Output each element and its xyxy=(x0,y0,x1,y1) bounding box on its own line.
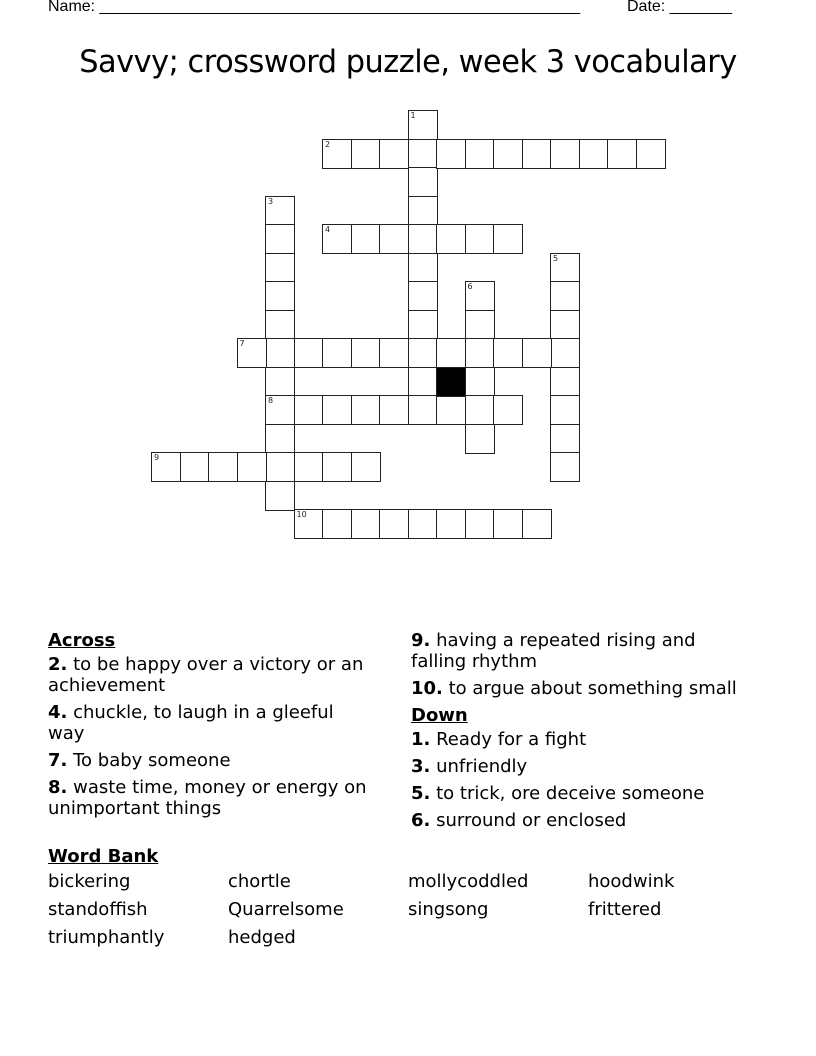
crossword-cell[interactable] xyxy=(322,452,352,482)
word-bank xyxy=(48,846,768,948)
clue-number-label: 7 xyxy=(239,339,245,348)
crossword-cell[interactable] xyxy=(408,509,438,539)
clue-number: 2. xyxy=(48,654,68,675)
word-bank-item: triumphantly xyxy=(48,927,165,948)
crossword-cell[interactable] xyxy=(465,338,495,368)
clue-text: unfriendly xyxy=(430,756,528,777)
clue-text: having a repeated rising and falling rhythm xyxy=(411,630,696,672)
crossword-cell[interactable] xyxy=(408,139,438,169)
crossword-cell[interactable] xyxy=(408,253,438,283)
crossword-cell[interactable] xyxy=(408,367,438,397)
clue-across-2 xyxy=(48,654,368,696)
crossword-cell[interactable] xyxy=(408,395,438,425)
crossword-cell[interactable] xyxy=(322,395,352,425)
crossword-cell[interactable] xyxy=(265,224,295,254)
clue-number-label: 3 xyxy=(268,196,274,206)
word-bank-item: Quarrelsome xyxy=(228,899,344,920)
word-bank-item: standoffish xyxy=(48,899,148,920)
word-bank-item: hoodwink xyxy=(588,871,675,892)
clue-number: 9. xyxy=(411,630,431,651)
clue-number: 8. xyxy=(48,777,68,798)
crossword-cell[interactable] xyxy=(408,224,438,254)
clue-number-label: 8 xyxy=(268,396,274,405)
crossword-cell[interactable] xyxy=(322,224,352,254)
clue-down-1 xyxy=(411,729,731,750)
word-bank-list xyxy=(48,871,768,948)
crossword-cell[interactable] xyxy=(322,338,352,368)
crossword-cell[interactable] xyxy=(151,452,181,482)
clue-number-label: 9 xyxy=(154,453,160,462)
crossword-cell[interactable] xyxy=(351,224,381,254)
clue-across-10 xyxy=(411,678,771,699)
crossword-cell[interactable] xyxy=(607,139,637,169)
crossword-cell[interactable] xyxy=(408,281,438,311)
clue-text: surround or enclosed xyxy=(430,810,627,831)
crossword-cell[interactable] xyxy=(265,338,295,368)
clue-number-label: 10 xyxy=(296,510,307,519)
crossword-cell[interactable] xyxy=(265,253,295,283)
clue-down-5 xyxy=(411,783,731,804)
clue-number: 3. xyxy=(411,756,431,777)
clue-number: 4. xyxy=(48,702,68,723)
crossword-cell[interactable] xyxy=(294,395,324,425)
clue-number: 7. xyxy=(48,750,68,771)
crossword-cell[interactable] xyxy=(208,452,238,482)
crossword-cell[interactable] xyxy=(180,452,210,482)
crossword-cell[interactable] xyxy=(294,509,324,539)
crossword-cell[interactable] xyxy=(436,224,466,254)
crossword-cell[interactable] xyxy=(265,281,295,311)
clue-text: to trick, ore deceive someone xyxy=(430,783,705,804)
clue-number: 1. xyxy=(411,729,431,750)
crossword-cell[interactable] xyxy=(237,452,267,482)
crossword-cell[interactable] xyxy=(493,224,523,254)
word-bank-heading: Word Bank xyxy=(48,846,159,867)
crossword-cell[interactable] xyxy=(351,509,381,539)
clue-number-label: 4 xyxy=(325,225,331,234)
clue-across-8 xyxy=(48,777,368,819)
word-bank-item: chortle xyxy=(228,871,291,892)
clue-text: to be happy over a victory or an achievement xyxy=(48,654,364,696)
crossword-cell[interactable] xyxy=(237,338,267,368)
across-heading: Across xyxy=(48,630,116,651)
crossword-cell[interactable] xyxy=(550,424,580,454)
crossword-cell[interactable] xyxy=(265,395,295,425)
crossword-cell[interactable] xyxy=(408,196,438,226)
crossword-cell[interactable] xyxy=(579,139,609,169)
clue-text: waste time, money or energy on unimportant things xyxy=(48,777,367,819)
name-field-label: Name: ______________________________________________________ xyxy=(48,0,581,15)
word-bank-item: mollycoddled xyxy=(408,871,529,892)
crossword-cell[interactable] xyxy=(322,139,352,169)
crossword-cell[interactable] xyxy=(265,367,295,397)
crossword-cell[interactable] xyxy=(408,110,438,140)
crossword-cell[interactable] xyxy=(550,139,580,169)
crossword-cell[interactable] xyxy=(379,224,409,254)
clue-down-3 xyxy=(411,756,731,777)
crossword-cell[interactable] xyxy=(465,509,495,539)
clue-number-label: 2 xyxy=(325,139,331,149)
crossword-cell[interactable] xyxy=(550,310,580,340)
crossword-cell[interactable] xyxy=(465,281,495,311)
crossword-cell[interactable] xyxy=(465,395,495,425)
crossword-cell[interactable] xyxy=(379,395,409,425)
down-heading: Down xyxy=(411,705,468,726)
crossword-cell[interactable] xyxy=(265,424,295,454)
crossword-cell[interactable] xyxy=(436,139,466,169)
crossword-cell[interactable] xyxy=(465,367,495,397)
crossword-cell[interactable] xyxy=(265,452,295,482)
clue-number: 6. xyxy=(411,810,431,831)
crossword-cell[interactable] xyxy=(351,338,381,368)
crossword-cell[interactable] xyxy=(550,367,580,397)
clue-text: chuckle, to laugh in a gleeful way xyxy=(48,702,334,744)
page-title: Savvy; crossword puzzle, week 3 vocabulary xyxy=(79,44,737,80)
clue-text: Ready for a fight xyxy=(430,729,587,750)
crossword-cell[interactable] xyxy=(379,509,409,539)
crossword-cell[interactable] xyxy=(408,338,438,368)
crossword-cell[interactable] xyxy=(408,310,438,340)
crossword-cell[interactable] xyxy=(379,338,409,368)
crossword-cell[interactable] xyxy=(550,281,580,311)
word-bank-item: hedged xyxy=(228,927,296,948)
date-field-label: Date: _______ xyxy=(627,0,732,15)
clues-left-column xyxy=(48,630,368,825)
crossword-cell[interactable] xyxy=(408,167,438,197)
crossword-cell[interactable] xyxy=(522,338,552,368)
crossword-cell[interactable] xyxy=(636,139,666,169)
black-cell xyxy=(436,367,466,397)
word-bank-item: frittered xyxy=(588,899,662,920)
crossword-cell[interactable] xyxy=(493,338,523,368)
crossword-cell[interactable] xyxy=(465,310,495,340)
crossword-cell[interactable] xyxy=(550,253,580,283)
crossword-cell[interactable] xyxy=(465,224,495,254)
crossword-cell[interactable] xyxy=(550,452,580,482)
crossword-cell[interactable] xyxy=(351,452,381,482)
crossword-cell[interactable] xyxy=(522,139,552,169)
clue-number: 10. xyxy=(411,678,443,699)
clue-down-6 xyxy=(411,810,731,831)
crossword-cell[interactable] xyxy=(294,338,324,368)
clue-number: 5. xyxy=(411,783,431,804)
clue-across-7 xyxy=(48,750,368,771)
crossword-cell[interactable] xyxy=(322,509,352,539)
crossword-cell[interactable] xyxy=(493,509,523,539)
clues-right-column xyxy=(411,630,737,837)
crossword-cell[interactable] xyxy=(351,395,381,425)
crossword-cell[interactable] xyxy=(493,139,523,169)
clue-number-label: 1 xyxy=(410,111,416,120)
crossword-cell[interactable] xyxy=(465,424,495,454)
clue-text: to argue about something small xyxy=(442,678,737,699)
crossword-cell[interactable] xyxy=(436,338,466,368)
crossword-cell[interactable] xyxy=(493,395,523,425)
clue-number-label: 6 xyxy=(467,282,473,291)
crossword-cell[interactable] xyxy=(265,196,295,226)
clue-across-9 xyxy=(411,630,731,672)
crossword-cell[interactable] xyxy=(351,139,381,169)
clue-number-label: 5 xyxy=(553,253,559,263)
crossword-cell[interactable] xyxy=(265,481,295,511)
clue-text: To baby someone xyxy=(67,750,231,771)
crossword-cell[interactable] xyxy=(436,395,466,425)
word-bank-item: singsong xyxy=(408,899,489,920)
crossword-cell[interactable] xyxy=(550,395,580,425)
clue-across-4 xyxy=(48,702,368,744)
crossword-cell[interactable] xyxy=(379,139,409,169)
crossword-cell[interactable] xyxy=(436,509,466,539)
crossword-cell[interactable] xyxy=(522,509,552,539)
crossword-cell[interactable] xyxy=(550,338,580,368)
crossword-cell[interactable] xyxy=(465,139,495,169)
word-bank-item: bickering xyxy=(48,871,131,892)
crossword-cell[interactable] xyxy=(294,452,324,482)
crossword-cell[interactable] xyxy=(265,310,295,340)
